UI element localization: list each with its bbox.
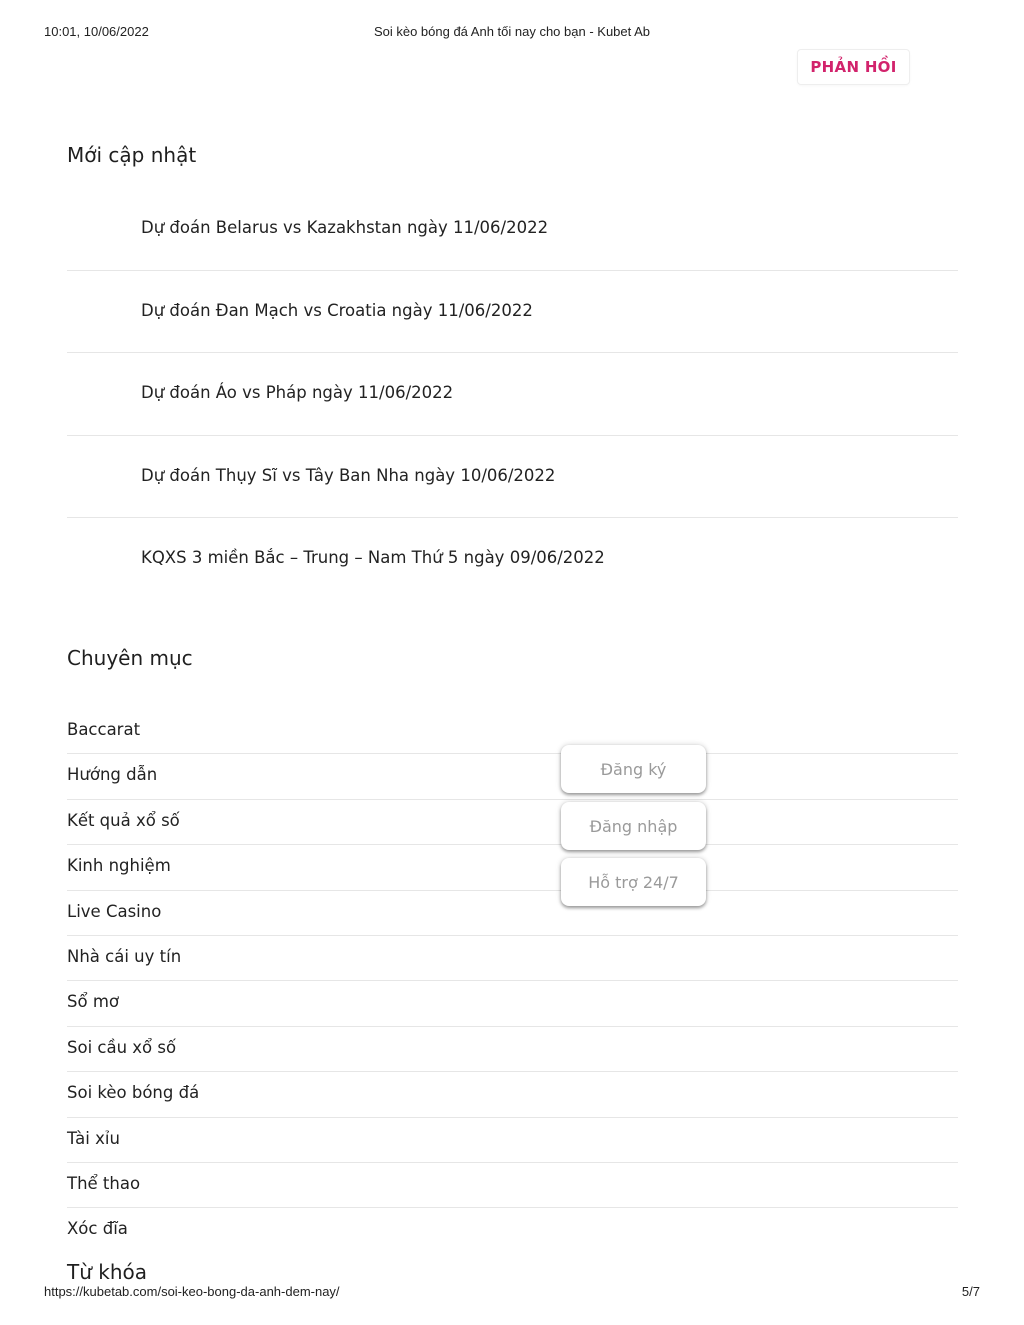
list-item (67, 1163, 958, 1208)
list-item (67, 518, 958, 600)
category-link-soi-keo-bong-da[interactable]: Soi kèo bóng đá (67, 1083, 200, 1103)
print-page-number: 5/7 (961, 1284, 980, 1299)
recent-posts-title: Mới cập nhật (67, 143, 197, 167)
category-link-xoc-dia[interactable]: Xóc đĩa (67, 1219, 128, 1239)
list-item (67, 936, 958, 981)
recent-post-link[interactable]: Dự đoán Đan Mạch vs Croatia ngày 11/06/2022 (141, 300, 533, 320)
list-item (67, 436, 958, 519)
list-item (67, 353, 958, 436)
list-item (67, 754, 958, 799)
list-item (67, 1027, 958, 1072)
list-item (67, 188, 958, 271)
categories-list (67, 709, 958, 1253)
register-button[interactable]: Đăng ký (561, 745, 706, 793)
print-datetime: 10:01, 10/06/2022 (44, 24, 149, 39)
tags-title: Từ khóa (67, 1260, 147, 1284)
category-link-so-mo[interactable]: Sổ mơ (67, 992, 119, 1012)
login-button[interactable]: Đăng nhập (561, 802, 706, 850)
recent-post-link[interactable]: Dự đoán Belarus vs Kazakhstan ngày 11/06/2022 (141, 218, 549, 237)
category-link-nha-cai-uy-tin[interactable]: Nhà cái uy tín (67, 946, 182, 966)
support-button[interactable]: Hỗ trợ 24/7 (561, 858, 706, 906)
recent-post-link[interactable]: Dự đoán Áo vs Pháp ngày 11/06/2022 (141, 383, 454, 402)
category-link-ket-qua-xo-so[interactable]: Kết quả xổ số (67, 810, 180, 830)
list-item (67, 709, 958, 754)
categories-title: Chuyên mục (67, 646, 193, 670)
recent-post-link[interactable]: KQXS 3 miền Bắc – Trung – Nam Thứ 5 ngày 09/06/2022 (141, 548, 605, 567)
list-item (67, 800, 958, 845)
category-link-baccarat[interactable]: Baccarat (67, 720, 141, 739)
print-url: https://kubetab.com/soi-keo-bong-da-anh-dem-nay/ (44, 1284, 340, 1299)
print-page-title: Soi kèo bóng đá Anh tối nay cho bạn - Kubet Ab (373, 24, 651, 39)
category-link-the-thao[interactable]: Thể thao (67, 1173, 141, 1193)
category-link-huong-dan[interactable]: Hướng dẫn (67, 765, 158, 785)
feedback-button[interactable]: PHẢN HỒI (797, 49, 910, 85)
category-link-live-casino[interactable]: Live Casino (67, 901, 162, 921)
recent-posts-list (67, 188, 958, 600)
print-header (0, 24, 1024, 42)
category-link-tai-xiu[interactable]: Tài xỉu (67, 1128, 120, 1148)
list-item (67, 845, 958, 890)
list-item (67, 891, 958, 936)
print-footer (0, 1284, 1024, 1302)
recent-post-link[interactable]: Dự đoán Thụy Sĩ vs Tây Ban Nha ngày 10/06/2022 (141, 465, 556, 485)
category-link-kinh-nghiem[interactable]: Kinh nghiệm (67, 856, 171, 876)
list-item (67, 1208, 958, 1252)
list-item (67, 981, 958, 1026)
category-link-soi-cau-xo-so[interactable]: Soi cầu xổ số (67, 1037, 177, 1057)
list-item (67, 271, 958, 354)
list-item (67, 1118, 958, 1163)
list-item (67, 1072, 958, 1117)
